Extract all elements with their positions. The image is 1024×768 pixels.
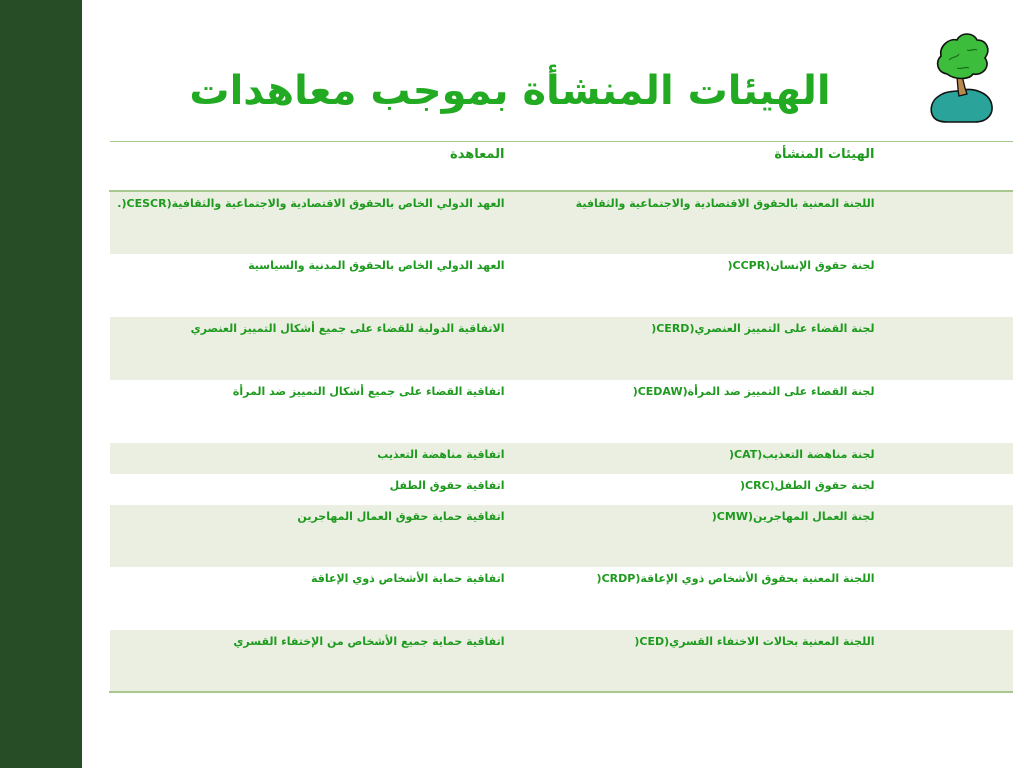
header-treaty: المعاهدة — [450, 147, 505, 162]
table-row — [110, 380, 1013, 443]
treaty-cell: العهد الدولي الخاص بالحقوق المدنية والسياسية — [248, 258, 505, 272]
treaty-bodies-table — [109, 141, 1013, 693]
table-row — [110, 191, 1013, 254]
body-cell: اللجنة المعنية بالحقوق الاقتصادية والاجتماعية والثقافية — [575, 196, 875, 210]
body-cell: لجنة القضاء على التمييز ضد المرأة(CEDAW( — [632, 384, 875, 398]
table-row — [110, 317, 1013, 380]
treaty-cell: اتفاقية حماية حقوق العمال المهاجرين — [110, 505, 562, 567]
table-row — [110, 254, 1013, 317]
table-row — [110, 474, 1013, 505]
slide-title: الهيئات المنشأة بموجب معاهدات — [189, 68, 831, 114]
table-row — [110, 505, 1013, 567]
treaty-cell: اتفاقية مناهضة التعذيب — [110, 443, 562, 474]
treaty-cell: اتفاقية القضاء على جميع أشكال التمييز ضد المرأة — [232, 384, 505, 398]
treaty-cell: العهد الدولي الخاص بالحقوق الاقتصادية والاجتماعية والثقافية(CESCR(. — [110, 191, 562, 254]
body-cell: لجنة مناهضة التعذيب(CAT( — [729, 447, 875, 461]
body-cell: اللجنة المعنية بحالات الاختفاء القسري(CED( — [634, 634, 875, 648]
table-header-row — [110, 142, 1013, 191]
body-cell: لجنة حقوق الإنسان(CCPR( — [727, 258, 875, 272]
treaty-cell: اتفاقية حقوق الطفل — [389, 478, 505, 492]
header-body: الهيئات المنشأة — [774, 147, 875, 162]
treaty-cell: اتفاقية حماية الأشخاص ذوي الإعاقة — [310, 571, 505, 585]
treaty-cell: الاتفاقية الدولية للقضاء على جميع أشكال التمييز العنصري — [110, 317, 562, 380]
table-row — [110, 567, 1013, 630]
body-cell: لجنة العمال المهاجرين(CMW( — [711, 509, 875, 523]
tree-on-rock-icon — [927, 30, 995, 126]
table-row — [110, 443, 1013, 474]
treaty-cell: اتفاقية حماية جميع الأشخاص من الإختفاء القسري — [110, 630, 562, 692]
body-cell: لجنة حقوق الطفل(CRC( — [740, 478, 875, 492]
left-sidebar-band — [0, 0, 82, 768]
body-cell: اللجنة المعنية بحقوق الأشخاص ذوي الإعاقة(CRDP( — [596, 571, 875, 585]
body-cell: لجنة القضاء على التمييز العنصري(CERD( — [651, 321, 875, 335]
table-row — [110, 630, 1013, 692]
